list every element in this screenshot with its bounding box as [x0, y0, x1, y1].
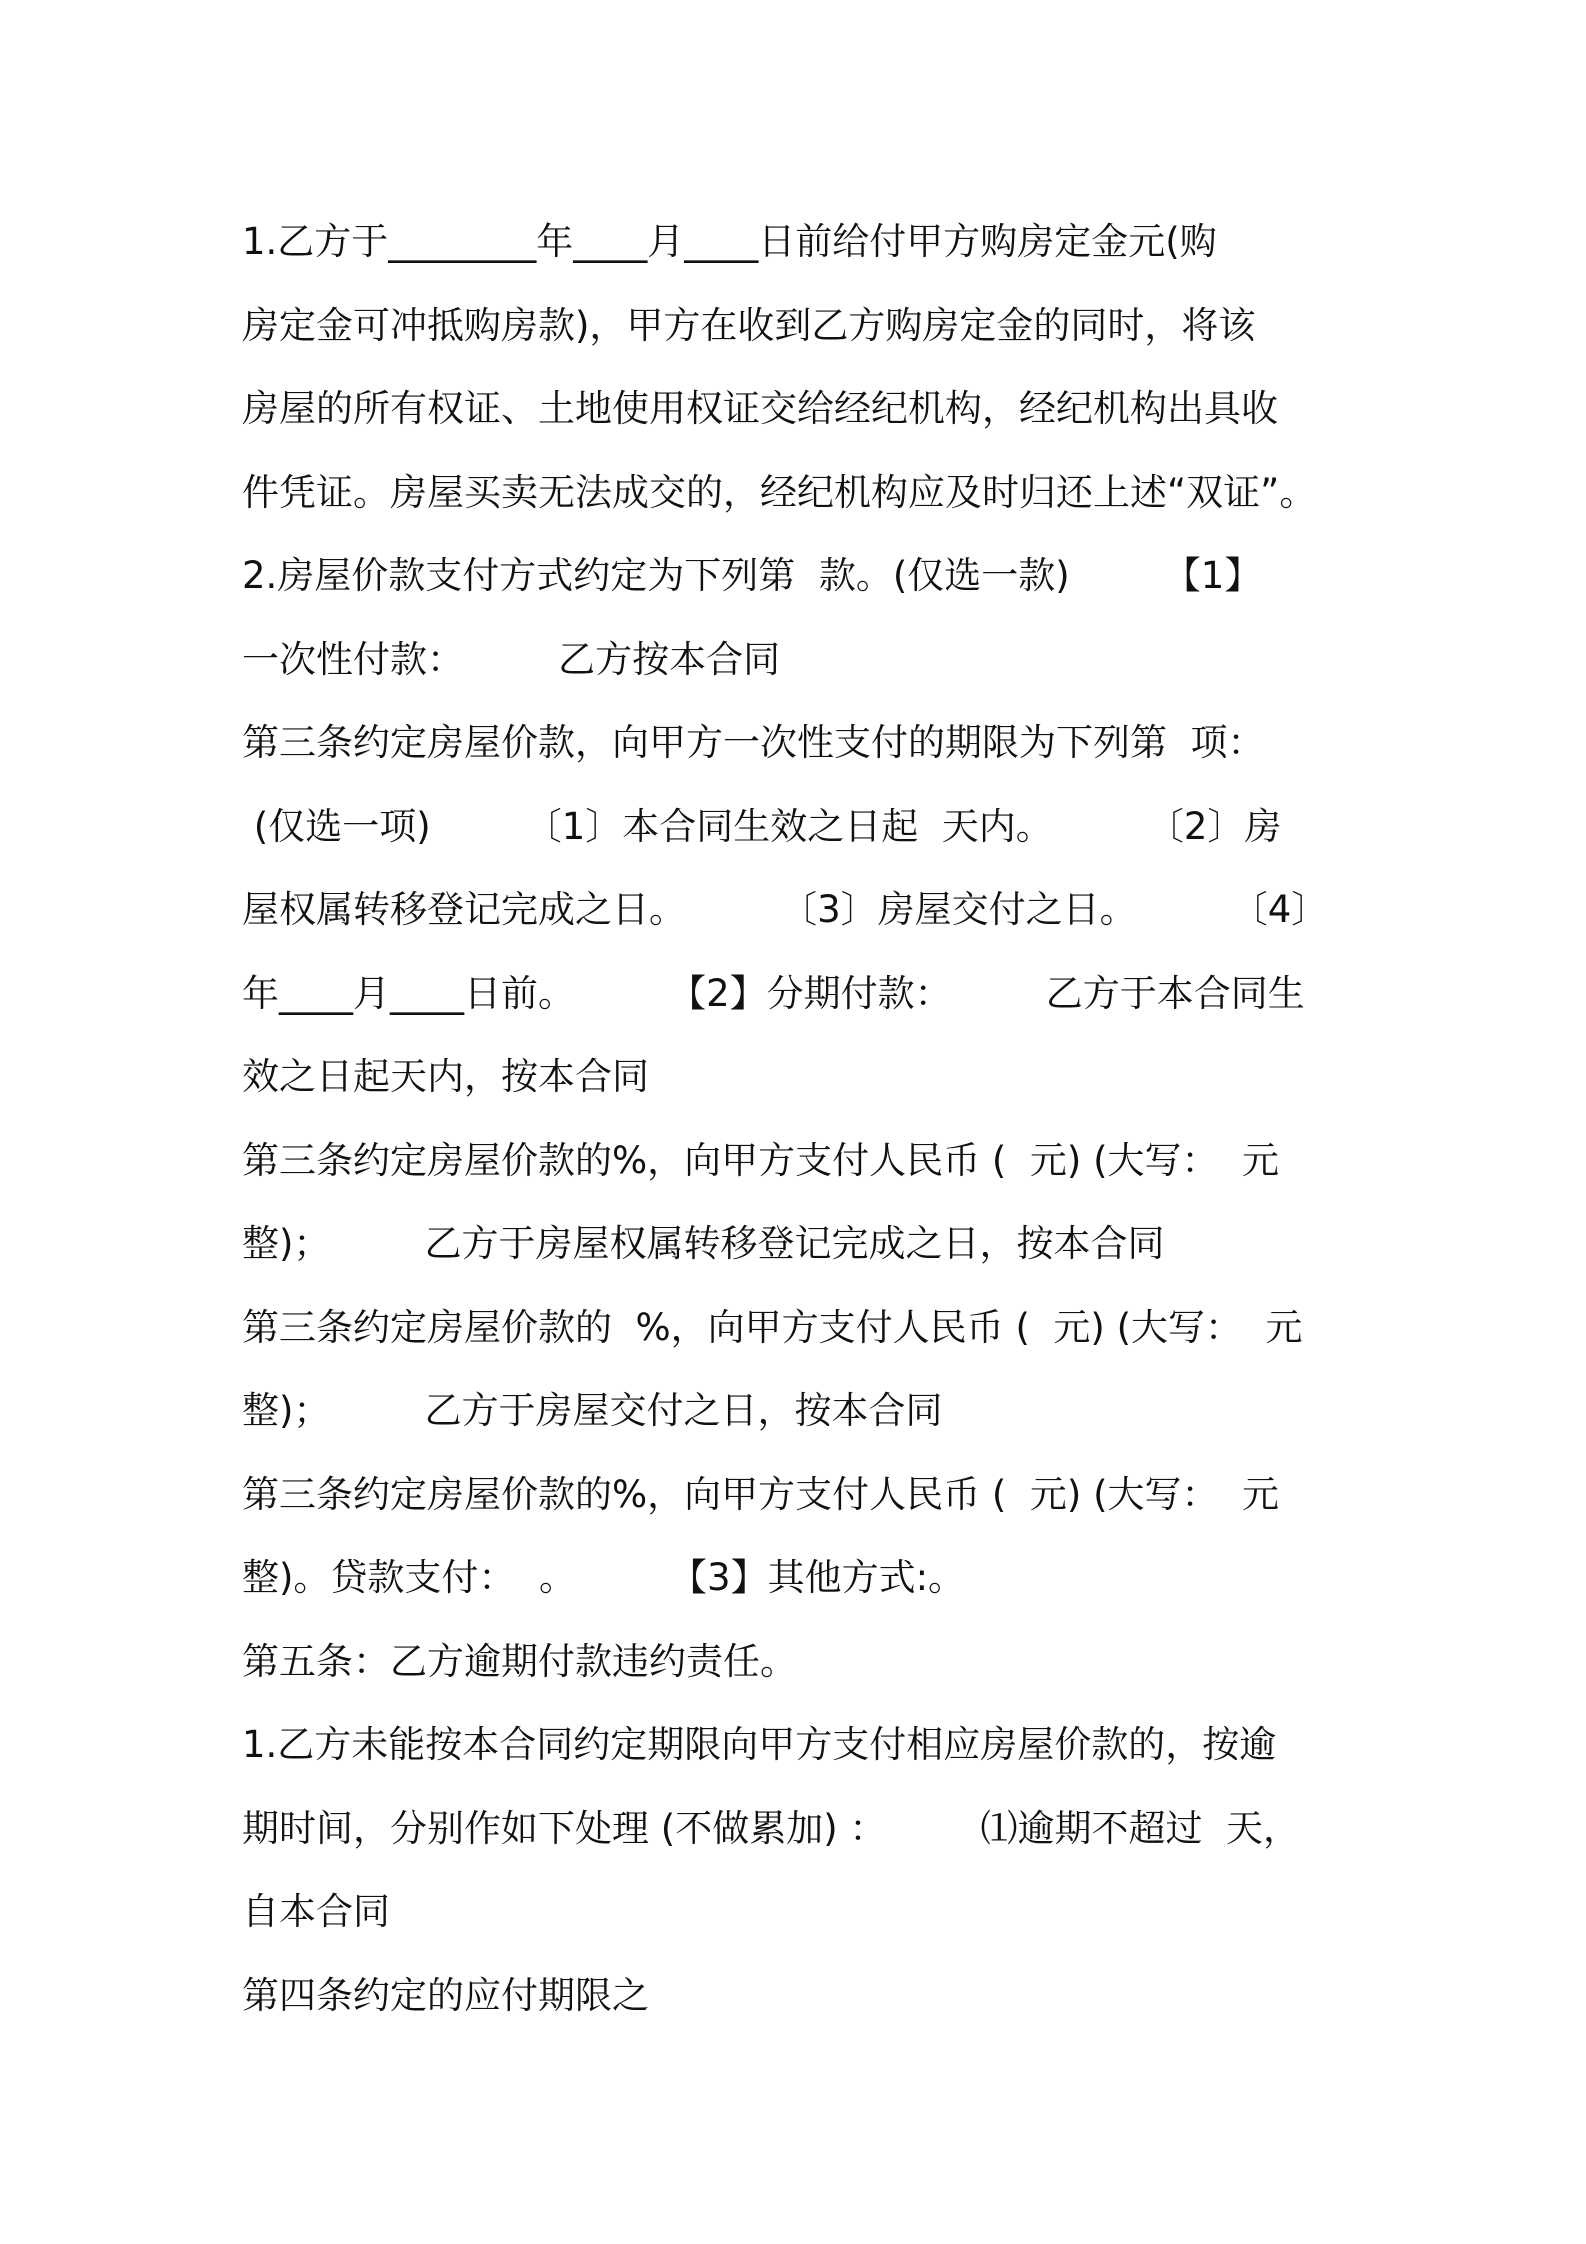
text-line: 第三条约定房屋价款的%，向甲方支付人民币 ( 元) (大写： 元 [242, 1472, 1280, 1516]
text-line: (仅选一项) 〔1〕本合同生效之日起 天内。 〔2〕房 [242, 804, 1282, 848]
text-line: 整)； 乙方于房屋权属转移登记完成之日，按本合同 [242, 1222, 1165, 1265]
text-line: 整)。贷款支付： 。 【3】其他方式:。 [242, 1556, 966, 1599]
text-line: 效之日起天内，按本合同 [242, 1055, 649, 1098]
text-line: 房屋的所有权证、土地使用权证交给经纪机构，经纪机构出具收 [242, 387, 1278, 430]
text-line: 1.乙方未能按本合同约定期限向甲方支付相应房屋价款的，按逾 [242, 1723, 1277, 1766]
text-line: 年____月____日前。 【2】分期付款： 乙方于本合同生 [242, 971, 1305, 1015]
text-line: 第五条：乙方逾期付款违约责任。 [242, 1639, 797, 1683]
text-line: 第三条约定房屋价款的%，向甲方支付人民币 ( 元) (大写： 元 [242, 1138, 1280, 1182]
text-line: 期时间，分别作如下处理 (不做累加) ： ⑴逾期不超过 天， [242, 1806, 1301, 1850]
text-line: 件凭证。房屋买卖无法成交的，经纪机构应及时归还上述“双证”。 [242, 470, 1317, 514]
text-line: 房定金可冲抵购房款)，甲方在收到乙方购房定金的同时，将该 [242, 303, 1256, 347]
text-line: 一次性付款： 乙方按本合同 [242, 637, 781, 681]
text-line: 第四条约定的应付期限之 [242, 1973, 649, 2017]
text-line: 1.乙方于________年____月____日前给付甲方购房定金元(购 [242, 220, 1217, 263]
text-line: 第三条约定房屋价款的 %，向甲方支付人民币 ( 元) (大写： 元 [242, 1305, 1303, 1349]
text-line: 屋权属转移登记完成之日。 〔3〕房屋交付之日。 〔4〕 [242, 888, 1329, 931]
text-line: 自本合同 [242, 1890, 390, 1933]
text-line: 第三条约定房屋价款，向甲方一次性支付的期限为下列第 项： [242, 721, 1265, 764]
text-line: 2.房屋价款支付方式约定为下列第 款。(仅选一款) 【1】 [242, 554, 1262, 597]
text-line: 整)； 乙方于房屋交付之日，按本合同 [242, 1389, 943, 1432]
document-body [242, 200, 1352, 2037]
